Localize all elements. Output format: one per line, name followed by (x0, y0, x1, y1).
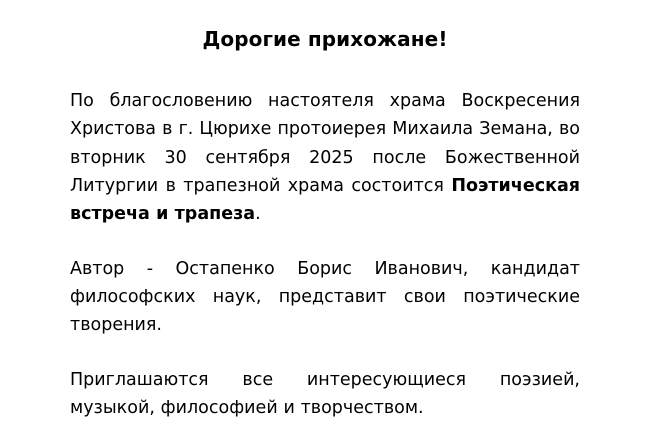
page-title: Дорогие прихожане! (202, 27, 448, 51)
paragraph-author: Автор - Остапенко Борис Иванович, кандидат философских наук, представит свои поэтические творения. (70, 258, 580, 336)
paragraph-invitation: Приглашаются все интересующиеся поэзией, музыкой, философией и творчеством. (70, 369, 580, 419)
paragraph-announcement: По благословению настоятеля храма Воскресения Христова в г. Цюрихе протоиерея Михаила Земана, во вторник 30 сентября 2025 после Божественной Литургии в трапезной храма состоится Поэтическая встреча и трапеза. (70, 91, 580, 225)
